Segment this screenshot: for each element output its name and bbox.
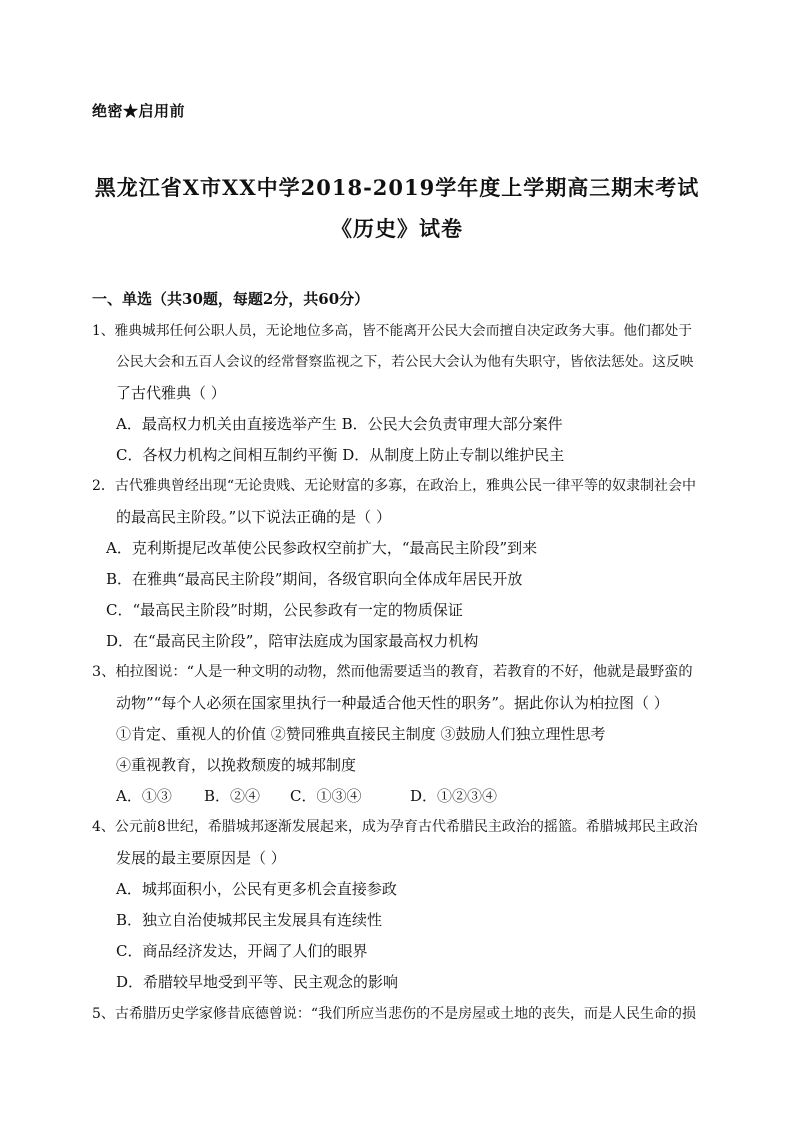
q3-option-c: C．①③④ (290, 787, 362, 805)
q3-stem-line2: 动物”“每个人必须在国家里执行一种最适合他天性的职务”。据此你认为柏拉图（ ） (116, 694, 669, 712)
section-heading: 一、单选（共30题，每题2分，共60分） (92, 290, 370, 308)
q3-items-line2: ④重视教育，以挽救颓废的城邦制度 (116, 756, 357, 774)
q3-stem-line1: 3、柏拉图说：“人是一种文明的动物，然而他需要适当的教育，若教育的不好，他就是最野蛮的 (92, 664, 693, 680)
q5-stem-line1: 5、古希腊历史学家修昔底德曾说：“我们所应当悲伤的不是房屋或土地的丧失，而是人民生命的损 (92, 1006, 697, 1022)
exam-subtitle: 《历史》试卷 (331, 216, 463, 241)
q4-option-a: A．城邦面积小，公民有更多机会直接参政 (116, 880, 397, 898)
q2-option-d: D．在“最高民主阶段”，陪审法庭成为国家最高权力机构 (106, 632, 479, 650)
q3-option-a: A．①③ (116, 787, 172, 805)
q2-option-c: C．“最高民主阶段”时期，公民参政有一定的物质保证 (106, 601, 463, 619)
exam-title: 黑龙江省X市XX中学2018-2019学年度上学期高三期末考试 (94, 175, 700, 200)
confidential-label: 绝密★启用前 (92, 102, 186, 120)
q1-stem-line2: 公民大会和五百人会议的经常督察监视之下，若公民大会认为他有失职守，皆依法惩处。这反映 (116, 354, 694, 370)
q3-items-line1: ①肯定、重视人的价值 ②赞同雅典直接民主制度 ③鼓励人们独立理性思考 (116, 725, 606, 743)
q4-stem-line1: 4、公元前8世纪，希腊城邦逐渐发展起来，成为孕育古代希腊民主政治的摇篮。希腊城邦民主政治 (92, 819, 698, 835)
q4-option-d: D．希腊较早地受到平等、民主观念的影响 (116, 973, 399, 991)
q4-option-b: B．独立自治使城邦民主发展具有连续性 (116, 911, 383, 929)
q1-options-cd: C．各权力机构之间相互制约平衡 D．从制度上防止专制以维护民主 (116, 446, 565, 464)
q4-stem-line2: 发展的最主要原因是（ ） (116, 849, 286, 867)
q2-stem-line1: 2．古代雅典曾经出现“无论贵贱、无论财富的多寡，在政治上，雅典公民一律平等的奴隶制社会中 (92, 478, 697, 494)
q3-option-b: B．②④ (204, 787, 261, 805)
q4-option-c: C．商品经济发达，开阔了人们的眼界 (116, 942, 368, 960)
q3-option-d: D．①②③④ (410, 787, 498, 805)
q1-stem-line3: 了古代雅典（ ） (116, 384, 226, 402)
q2-stem-line2: 的最高民主阶段。”以下说法正确的是（ ） (116, 508, 391, 526)
q1-stem-line1: 1、雅典城邦任何公职人员，无论地位多高，皆不能离开公民大会而擅自决定政务大事。他们都处于 (92, 323, 693, 339)
q1-options-ab: A．最高权力机关由直接选举产生 B．公民大会负责审理大部分案件 (116, 415, 563, 433)
q2-option-b: B．在雅典“最高民主阶段”期间，各级官职向全体成年居民开放 (106, 570, 523, 588)
q2-option-a: A．克利斯提尼改革使公民参政权空前扩大，“最高民主阶段”到来 (106, 539, 538, 557)
